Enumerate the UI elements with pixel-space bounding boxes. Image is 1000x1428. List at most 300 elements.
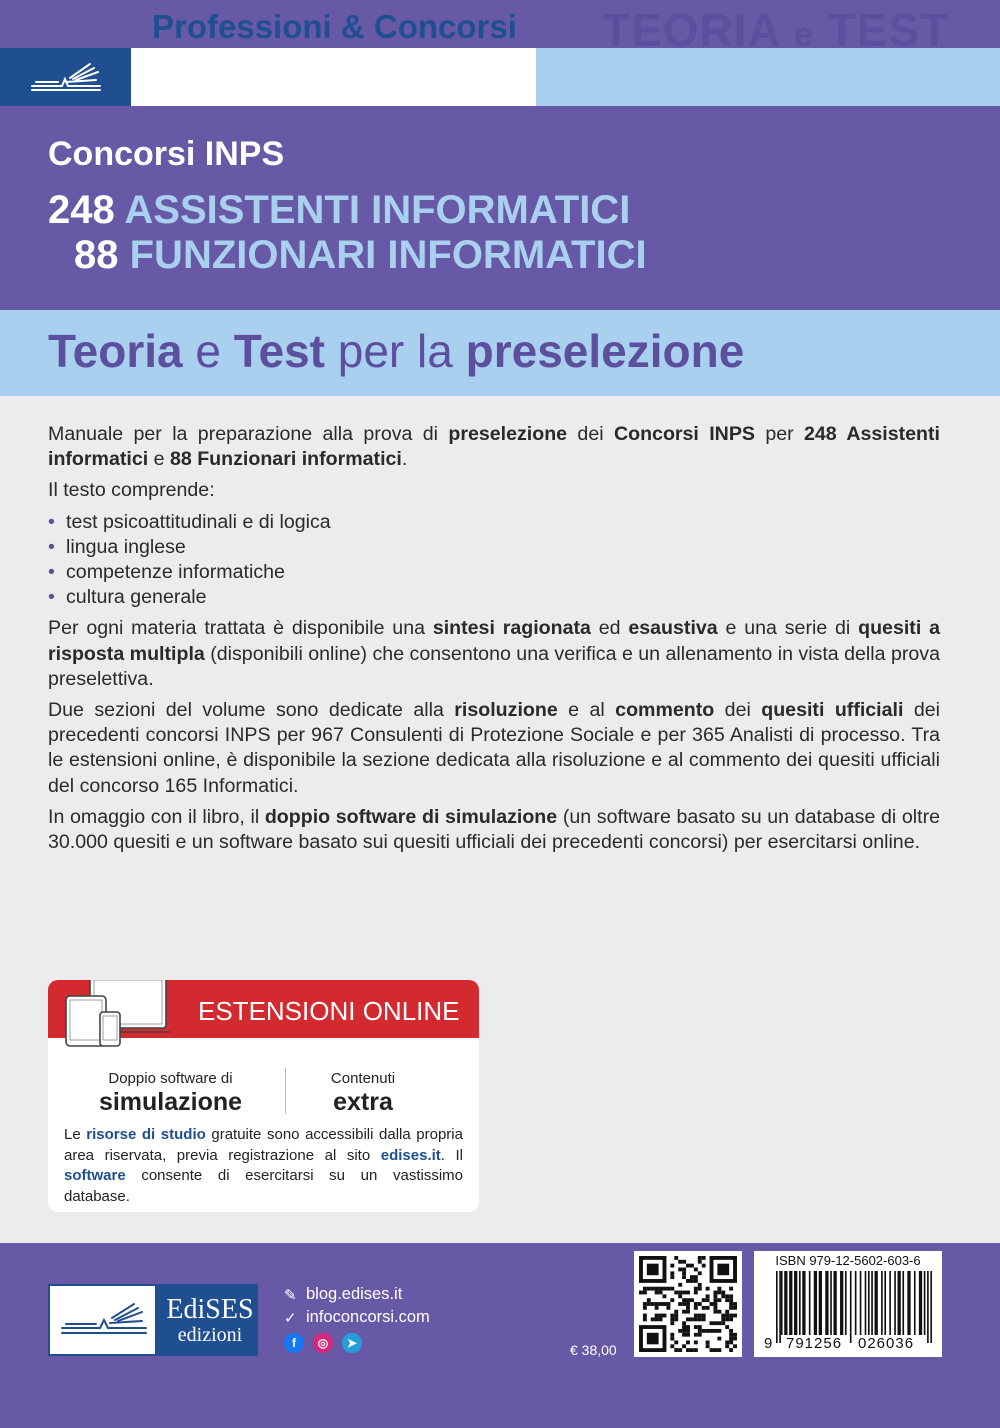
- qr-module: [710, 1321, 714, 1325]
- title-line-1-text: ASSISTENTI INFORMATICI: [124, 188, 631, 232]
- qr-module: [702, 1298, 706, 1302]
- qr-module: [694, 1302, 698, 1306]
- qr-module: [733, 1337, 737, 1341]
- qr-module: [725, 1314, 729, 1318]
- telegram-icon[interactable]: ➤: [342, 1333, 362, 1353]
- facebook-icon[interactable]: f: [284, 1333, 304, 1353]
- qr-module: [694, 1333, 698, 1337]
- text-run: e: [148, 448, 170, 471]
- qr-module: [733, 1333, 737, 1337]
- qr-module: [682, 1298, 686, 1302]
- paragraph-intro: [48, 422, 940, 472]
- qr-module: [686, 1291, 690, 1295]
- qr-module: [713, 1302, 717, 1306]
- barcode-bar: [814, 1271, 817, 1335]
- price: € 38,00: [570, 1342, 617, 1358]
- paragraph-contents-label: Il testo comprende:: [48, 479, 215, 502]
- barcode-bar: [907, 1271, 910, 1335]
- extra-feature-label: Contenuti: [330, 1070, 396, 1087]
- qr-module: [682, 1329, 686, 1333]
- simulation-feature: [88, 1070, 253, 1117]
- qr-module: [706, 1294, 710, 1298]
- qr-module: [694, 1287, 698, 1291]
- qr-module: [670, 1321, 674, 1325]
- qr-module: [663, 1287, 667, 1291]
- blog-link-row[interactable]: [284, 1283, 430, 1306]
- qr-module: [729, 1314, 733, 1318]
- qr-module: [674, 1340, 678, 1344]
- subtitle-word-2: e: [195, 325, 222, 377]
- barcode-bar: [779, 1271, 781, 1343]
- qr-module: [717, 1287, 721, 1291]
- qr-module: [725, 1340, 729, 1344]
- qr-module: [678, 1268, 682, 1272]
- barcode-bar: [884, 1271, 886, 1335]
- qr-module: [721, 1294, 725, 1298]
- ean-digits-left: 791256: [786, 1335, 843, 1352]
- qr-module: [725, 1317, 729, 1321]
- qr-module: [674, 1317, 678, 1321]
- barcode-bar: [868, 1271, 870, 1335]
- qr-module: [706, 1298, 710, 1302]
- qr-module: [710, 1302, 714, 1306]
- publisher-book-icon: [56, 1298, 152, 1342]
- qr-module: [717, 1321, 721, 1325]
- qr-module: [682, 1275, 686, 1279]
- text-run: Le: [64, 1126, 87, 1143]
- list-item: • lingua inglese: [48, 535, 940, 560]
- qr-module: [643, 1317, 647, 1321]
- qr-module: [666, 1302, 670, 1306]
- qr-module: [686, 1340, 690, 1344]
- qr-module: [698, 1317, 702, 1321]
- qr-module: [682, 1291, 686, 1295]
- info-link[interactable]: infoconcorsi.com: [306, 1308, 430, 1326]
- subtitle-word-1: Teoria: [48, 325, 183, 377]
- qr-module: [694, 1275, 698, 1279]
- qr-module: [725, 1344, 729, 1348]
- qr-module: [713, 1310, 717, 1314]
- qr-module: [706, 1287, 710, 1291]
- qr-module: [655, 1306, 659, 1310]
- qr-module: [686, 1348, 690, 1352]
- text-run: dei precedenti concorsi INPS per 967 Consulenti di Protezione Sociale e per 365 Analisti di processo. Tra le estensioni online, è disponibile la sezione dedicata alla risoluzione e al commento dei quesiti ufficiali del concorso 165 Informatici.: [48, 699, 940, 797]
- qr-module: [670, 1333, 674, 1337]
- social-icons: [284, 1333, 430, 1353]
- series-box: [131, 48, 536, 106]
- paragraph-sections: [48, 698, 940, 799]
- extra-feature: [288, 1070, 438, 1117]
- open-book-icon: [0, 48, 131, 106]
- qr-module: [706, 1306, 710, 1310]
- qr-module: [682, 1325, 686, 1329]
- text-run: Manuale per la preparazione alla prova di: [48, 423, 449, 445]
- subtitle: [48, 324, 744, 378]
- text-run: In omaggio con il libro, il: [48, 805, 265, 828]
- qr-module: [702, 1256, 706, 1260]
- qr-module: [663, 1314, 667, 1318]
- text-run: Due sezioni del volume sono dedicate alla: [48, 699, 455, 722]
- collection-joiner: e: [793, 16, 814, 54]
- barcode-bar: [902, 1271, 904, 1335]
- publisher-logo: [48, 1284, 258, 1356]
- qr-module: [686, 1302, 690, 1306]
- qr-module: [694, 1325, 698, 1329]
- text-run: consente di esercitarsi su un vastissimo database.: [64, 1167, 463, 1205]
- qr-code-graphic: [639, 1256, 737, 1352]
- qr-module: [690, 1275, 694, 1279]
- barcode-bar: [914, 1271, 916, 1335]
- barcode-bar: [860, 1271, 862, 1335]
- series-logo-box: [0, 48, 131, 106]
- qr-module: [686, 1325, 690, 1329]
- ean-digit-first: 9: [764, 1335, 773, 1352]
- qr-module: [659, 1317, 663, 1321]
- qr-module: [694, 1348, 698, 1352]
- qr-module: [643, 1314, 647, 1318]
- qr-module: [725, 1310, 729, 1314]
- barcode-bar: [789, 1271, 792, 1335]
- text-run: dei: [567, 423, 614, 445]
- paragraph-method: [48, 616, 940, 692]
- qr-module: [729, 1333, 733, 1337]
- barcode-bar: [889, 1271, 891, 1335]
- qr-module: [729, 1348, 733, 1352]
- emphasis: commento: [615, 699, 715, 722]
- qr-module: [698, 1325, 702, 1329]
- qr-module: [702, 1314, 706, 1318]
- qr-module: [682, 1260, 686, 1264]
- online-extensions-box: [48, 980, 479, 1212]
- qr-module: [698, 1329, 702, 1333]
- barcode-bar: [809, 1271, 811, 1335]
- qr-module: [717, 1329, 721, 1333]
- barcode-bar: [784, 1271, 787, 1335]
- qr-module: [682, 1321, 686, 1325]
- qr-module: [686, 1279, 690, 1283]
- isbn-text: ISBN 979-12-5602-603-6: [775, 1253, 921, 1268]
- qr-module: [686, 1298, 690, 1302]
- qr-module: [702, 1317, 706, 1321]
- qr-module: [702, 1306, 706, 1310]
- text-run: (disponibili online) che consentono una verifica e un allenamento in vista della prova preselettiva.: [48, 642, 940, 690]
- qr-module: [690, 1279, 694, 1283]
- qr-module: [674, 1256, 678, 1260]
- qr-module: [717, 1337, 721, 1341]
- qr-module: [670, 1314, 674, 1318]
- emphasis: preselezione: [448, 423, 568, 445]
- qr-module: [698, 1287, 702, 1291]
- qr-module: [686, 1306, 690, 1310]
- highlight: edises.it: [380, 1146, 441, 1164]
- qr-module: [682, 1302, 686, 1306]
- description: [48, 422, 940, 861]
- highlight: risorse di studio: [86, 1126, 206, 1143]
- emphasis: esaustiva: [628, 617, 718, 640]
- barcode-bar: [799, 1271, 801, 1335]
- list-item: • test psicoattitudinali e di logica: [48, 510, 940, 535]
- online-extensions-title: ESTENSIONI ONLINE: [198, 996, 460, 1026]
- emphasis: Concorsi INPS: [613, 423, 755, 445]
- qr-module: [729, 1287, 733, 1291]
- qr-module: [706, 1340, 710, 1344]
- qr-module: [702, 1329, 706, 1333]
- barcode-bar: [919, 1271, 922, 1335]
- qr-module: [670, 1271, 674, 1275]
- text-run: ed: [590, 617, 629, 640]
- qr-module: [678, 1283, 682, 1287]
- subtitle-word-5: preselezione: [465, 325, 745, 377]
- emphasis: quesiti a risposta multipla: [48, 617, 940, 665]
- qr-module: [721, 1317, 725, 1321]
- qr-module: [686, 1329, 690, 1333]
- qr-module: [666, 1306, 670, 1310]
- qr-module: [721, 1321, 725, 1325]
- qr-module: [729, 1294, 733, 1298]
- qr-module: [682, 1268, 686, 1272]
- text-run: e al: [557, 699, 616, 722]
- simulation-feature-label: Doppio software di: [108, 1070, 233, 1087]
- text-run: (un software basato su un database di oltre 30.000 quesiti e un software basato sui quesiti ufficiali dei precedenti concorsi) per esercitarsi online.: [48, 805, 940, 854]
- qr-module: [659, 1287, 663, 1291]
- qr-module: [713, 1291, 717, 1295]
- contents-list: [48, 510, 940, 611]
- barcode-bars: [776, 1271, 932, 1343]
- qr-module: [733, 1314, 737, 1318]
- qr-module: [682, 1310, 686, 1314]
- qr-module: [698, 1256, 702, 1260]
- qr-module: [725, 1298, 729, 1302]
- qr-module: [670, 1344, 674, 1348]
- qr-module: [670, 1298, 674, 1302]
- emphasis: 88 Funzionari informatici: [169, 448, 402, 471]
- exam-name: Concorsi INPS: [48, 135, 285, 173]
- qr-module: [663, 1302, 667, 1306]
- barcode-bar: [794, 1271, 797, 1335]
- emphasis: risoluzione: [454, 699, 558, 722]
- qr-module: [713, 1321, 717, 1325]
- qr-module: [647, 1287, 651, 1291]
- series-name: Professioni & Concorsi: [152, 8, 517, 45]
- qr-module: [733, 1306, 737, 1310]
- qr-module: [713, 1348, 717, 1352]
- qr-module: [690, 1348, 694, 1352]
- qr-module: [666, 1287, 670, 1291]
- qr-module: [643, 1302, 647, 1306]
- qr-module: [698, 1283, 702, 1287]
- text-run: Per ogni materia trattata è disponibile una: [48, 617, 433, 640]
- qr-module: [651, 1302, 655, 1306]
- list-item: • competenze informatiche: [48, 560, 940, 585]
- text-run: e una serie di: [717, 617, 859, 640]
- qr-module: [694, 1291, 698, 1295]
- barcode-bar: [825, 1271, 828, 1335]
- qr-module: [733, 1344, 737, 1348]
- qr-module: [694, 1314, 698, 1318]
- qr-module: [713, 1329, 717, 1333]
- qr-module: [655, 1302, 659, 1306]
- barcode-bar: [924, 1271, 926, 1335]
- text-run: per: [754, 423, 805, 445]
- title-line-1: [48, 188, 630, 233]
- qr-module: [655, 1291, 659, 1295]
- qr-module: [659, 1302, 663, 1306]
- qr-module: [686, 1264, 690, 1268]
- qr-code: [634, 1251, 742, 1357]
- qr-module: [674, 1291, 678, 1295]
- qr-module: [674, 1314, 678, 1318]
- qr-module: [655, 1287, 659, 1291]
- qr-module: [670, 1287, 674, 1291]
- qr-module: [678, 1294, 682, 1298]
- text-run: .: [401, 448, 408, 471]
- isbn-barcode: [754, 1251, 942, 1357]
- qr-module: [713, 1298, 717, 1302]
- simulation-feature-value: simulazione: [98, 1088, 243, 1116]
- qr-module: [643, 1287, 647, 1291]
- qr-module: [659, 1314, 663, 1318]
- title-line-2-number: 88: [74, 233, 119, 277]
- qr-module: [729, 1317, 733, 1321]
- collection-title: [602, 3, 949, 57]
- qr-module: [690, 1264, 694, 1268]
- qr-module: [729, 1302, 733, 1306]
- qr-module: [729, 1329, 733, 1333]
- qr-module: [655, 1317, 659, 1321]
- highlight: software: [64, 1167, 126, 1184]
- qr-module: [698, 1333, 702, 1337]
- qr-module: [694, 1317, 698, 1321]
- barcode-bar: [927, 1271, 929, 1343]
- text-run: . Il: [440, 1146, 463, 1164]
- list-item: • cultura generale: [48, 585, 940, 610]
- publisher-subtitle: edizioni: [177, 1324, 243, 1346]
- qr-module: [674, 1310, 678, 1314]
- qr-module: [663, 1294, 667, 1298]
- barcode-bar: [781, 1271, 783, 1335]
- qr-module: [651, 1287, 655, 1291]
- qr-module: [694, 1306, 698, 1310]
- barcode-bar: [894, 1271, 896, 1335]
- qr-module: [690, 1298, 694, 1302]
- contact-links: [284, 1283, 430, 1353]
- qr-module: [721, 1291, 725, 1295]
- edit-icon: ✎: [284, 1286, 297, 1304]
- qr-module: [694, 1268, 698, 1272]
- qr-module: [678, 1260, 682, 1264]
- qr-module: [725, 1325, 729, 1329]
- qr-module: [690, 1317, 694, 1321]
- qr-module: [647, 1264, 659, 1276]
- qr-module: [717, 1291, 721, 1295]
- qr-module: [643, 1306, 647, 1310]
- qr-module: [702, 1264, 706, 1268]
- barcode-bar: [875, 1271, 878, 1335]
- qr-module: [647, 1302, 651, 1306]
- qr-module: [710, 1348, 714, 1352]
- collection-main: TEORIA: [602, 4, 781, 56]
- subtitle-word-3: Test: [233, 325, 325, 377]
- qr-module: [647, 1298, 651, 1302]
- blog-link[interactable]: blog.edises.it: [306, 1285, 403, 1303]
- qr-module: [717, 1310, 721, 1314]
- qr-module: [678, 1302, 682, 1306]
- qr-module: [698, 1271, 702, 1275]
- collection-end: TEST: [827, 4, 950, 56]
- qr-module: [729, 1340, 733, 1344]
- qr-module: [682, 1344, 686, 1348]
- title-line-2-text: FUNZIONARI INFORMATICI: [129, 233, 647, 277]
- qr-module: [686, 1317, 690, 1321]
- qr-module: [725, 1294, 729, 1298]
- qr-module: [694, 1340, 698, 1344]
- barcode-bar: [898, 1271, 901, 1335]
- barcode-bar: [840, 1271, 843, 1335]
- qr-module: [717, 1348, 721, 1352]
- qr-module: [721, 1314, 725, 1318]
- qr-module: [698, 1260, 702, 1264]
- devices-icon: [60, 980, 170, 1048]
- qr-module: [674, 1348, 678, 1352]
- qr-module: [639, 1291, 643, 1295]
- qr-module: [694, 1279, 698, 1283]
- qr-module: [717, 1298, 721, 1302]
- qr-module: [682, 1333, 686, 1337]
- barcode-bar: [776, 1271, 778, 1343]
- barcode-bar: [833, 1271, 836, 1335]
- barcode-bar: [930, 1271, 932, 1343]
- ean-digits-right: 026036: [858, 1335, 915, 1352]
- barcode-bar: [819, 1271, 822, 1335]
- barcode-bar: [845, 1271, 847, 1335]
- info-link-row[interactable]: [284, 1306, 430, 1329]
- qr-module: [713, 1306, 717, 1310]
- qr-module: [717, 1264, 729, 1276]
- qr-module: [670, 1264, 674, 1268]
- text-run: gratuite sono accessibili dalla propria area riservata, previa registrazione al sito: [64, 1126, 463, 1164]
- emphasis: sintesi ragionata: [432, 617, 591, 640]
- emphasis: doppio software di simulazione: [264, 805, 558, 828]
- qr-module: [729, 1306, 733, 1310]
- qr-module: [706, 1329, 710, 1333]
- qr-module: [678, 1329, 682, 1333]
- qr-module: [698, 1302, 702, 1306]
- qr-module: [670, 1317, 674, 1321]
- barcode-bar: [802, 1271, 805, 1335]
- barcode-bar: [865, 1271, 867, 1335]
- qr-module: [682, 1271, 686, 1275]
- qr-module: [651, 1317, 655, 1321]
- qr-module: [733, 1302, 737, 1306]
- instagram-icon[interactable]: ◎: [313, 1333, 333, 1353]
- qr-module: [678, 1348, 682, 1352]
- barcode-bar: [871, 1271, 873, 1335]
- qr-module: [670, 1275, 674, 1279]
- check-icon: ✓: [284, 1309, 297, 1327]
- emphasis: 248 Assistenti informatici: [48, 423, 940, 471]
- barcode-bar: [855, 1271, 857, 1335]
- title-line-1-number: 248: [48, 188, 115, 232]
- qr-module: [659, 1291, 663, 1295]
- qr-module: [647, 1333, 659, 1345]
- extra-feature-value: extra: [333, 1088, 393, 1116]
- publisher-name: EdiSES: [166, 1294, 254, 1325]
- qr-module: [713, 1294, 717, 1298]
- paragraph-gift: [48, 805, 940, 855]
- subtitle-word-4: per la: [337, 325, 453, 377]
- emphasis: quesiti ufficiali: [761, 699, 904, 722]
- title-line-2: [74, 233, 647, 278]
